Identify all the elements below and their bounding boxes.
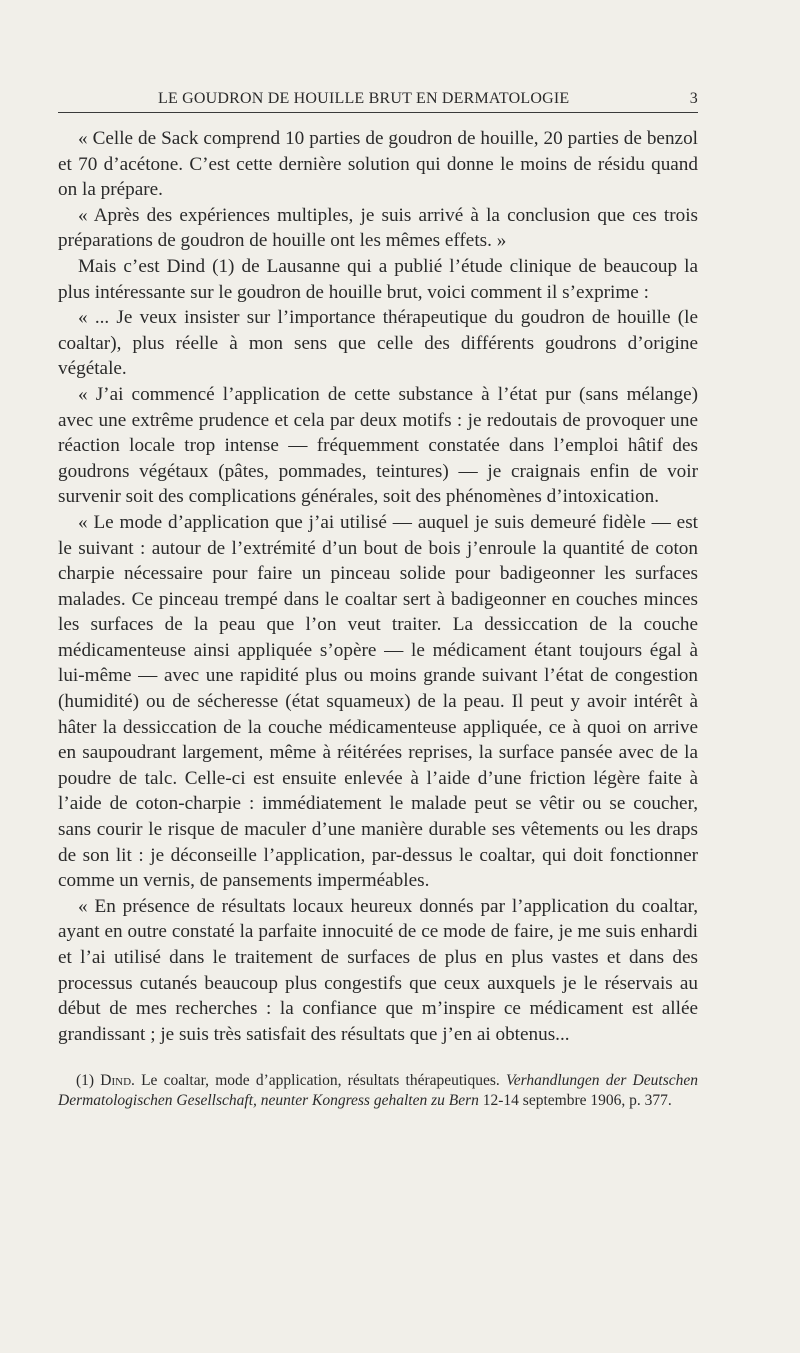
paragraph: « ... Je veux insister sur l’importance thérapeutique du goudron de houille (le coaltar), plus réelle à mon sens que celle des différents goudrons d’origine végétale. [58, 307, 698, 380]
paragraph: « J’ai commencé l’application de cette substance à l’état pur (sans mélange) avec une extrême prudence et cela par deux motifs : je redoutais de provoquer une réaction locale trop intense — fréquemment constatée dans l’emploi hâtif des goudrons végétaux (pâtes, pommades, teintures) — je craignais enfin de voir survenir soit des complications générales, soit des phénomènes d’intoxication. [58, 383, 698, 508]
body-text [58, 126, 698, 1047]
paragraph: « Le mode d’application que j’ai utilisé — auquel je suis demeuré fidèle — est le suivant : autour de l’extrémité d’un bout de bois j’enroule la quantité de coton charpie nécessaire pour faire un pinceau solide pour badigeonner les surfaces malades. Ce pinceau trempé dans le coaltar sert à badigeonner en couches minces les surfaces de la peau que l’on veut traiter. La dessiccation de la couche médicamenteuse ainsi appliquée s’opère — le médicament étant toujours égal à lui-même — avec une rapidité plus ou moins grande suivant l’état de congestion (humidité) ou de sécheresse (état squameux) de la peau. Il peut y avoir intérêt à hâter la dessiccation de la couche médicamenteuse appliquée, ce à quoi on arrive en saupoudrant largement, même à réitérées reprises, la surface pansée avec de la poudre de talc. Celle-ci est ensuite enlevée à l’aide d’une friction légère faite à l’aide de coton-charpie : immédiatement le malade peut se vêtir ou se coucher, sans courir le risque de maculer d’une manière durable ses vêtements ou les draps de son lit : je déconseille l’application, par-dessus le coaltar, qui doit fonctionner comme un vernis, de pansements imperméables. [58, 511, 698, 892]
running-title: LE GOUDRON DE HOUILLE BRUT EN DERMATOLOGIE [158, 90, 570, 107]
footnotes [58, 1071, 698, 1111]
paragraph: Mais c’est Dind (1) de Lausanne qui a publié l’étude clinique de beaucoup la plus intéressante sur le goudron de houille brut, voici comment il s’exprime : [58, 255, 698, 303]
running-header [58, 86, 698, 113]
footnote-marker: (1) [76, 1072, 95, 1090]
paragraph: « Après des expériences multiples, je suis arrivé à la conclusion que ces trois préparations de goudron de houille ont les mêmes effets. » [58, 204, 698, 252]
footnote-text: Le coaltar, mode d’application, résultats thérapeutiques. [141, 1072, 500, 1090]
footnote-author: Dind. [100, 1072, 135, 1090]
footnote [58, 1071, 698, 1111]
paragraph: « En présence de résultats locaux heureux donnés par l’application du coaltar, ayant en outre constaté la parfaite innocuité de ce mode de faire, je me suis enhardi et l’ai utilisé dans le traitement de surfaces de plus en plus vastes et dans des processus cutanés beaucoup plus congestifs que ceux auxquels je le réservais au début de mes recherches : la confiance que m’inspire ce médicament est allée grandissant ; je suis très satisfait des résultats que j’en ai obtenus... [58, 895, 698, 1045]
footnote-source: Verhandlungen der Deutschen Dermatologischen Gesellschaft, neunter Kongress gehalten zu Bern [58, 1072, 698, 1110]
book-page [58, 86, 698, 1111]
paragraph: « Celle de Sack comprend 10 parties de goudron de houille, 20 parties de benzol et 70 d’acétone. C’est cette dernière solution qui donne le moins de résidu quand on la prépare. [58, 128, 698, 201]
page-number: 3 [689, 90, 698, 107]
footnote-details: 12-14 septembre 1906, p. 377. [482, 1092, 672, 1110]
